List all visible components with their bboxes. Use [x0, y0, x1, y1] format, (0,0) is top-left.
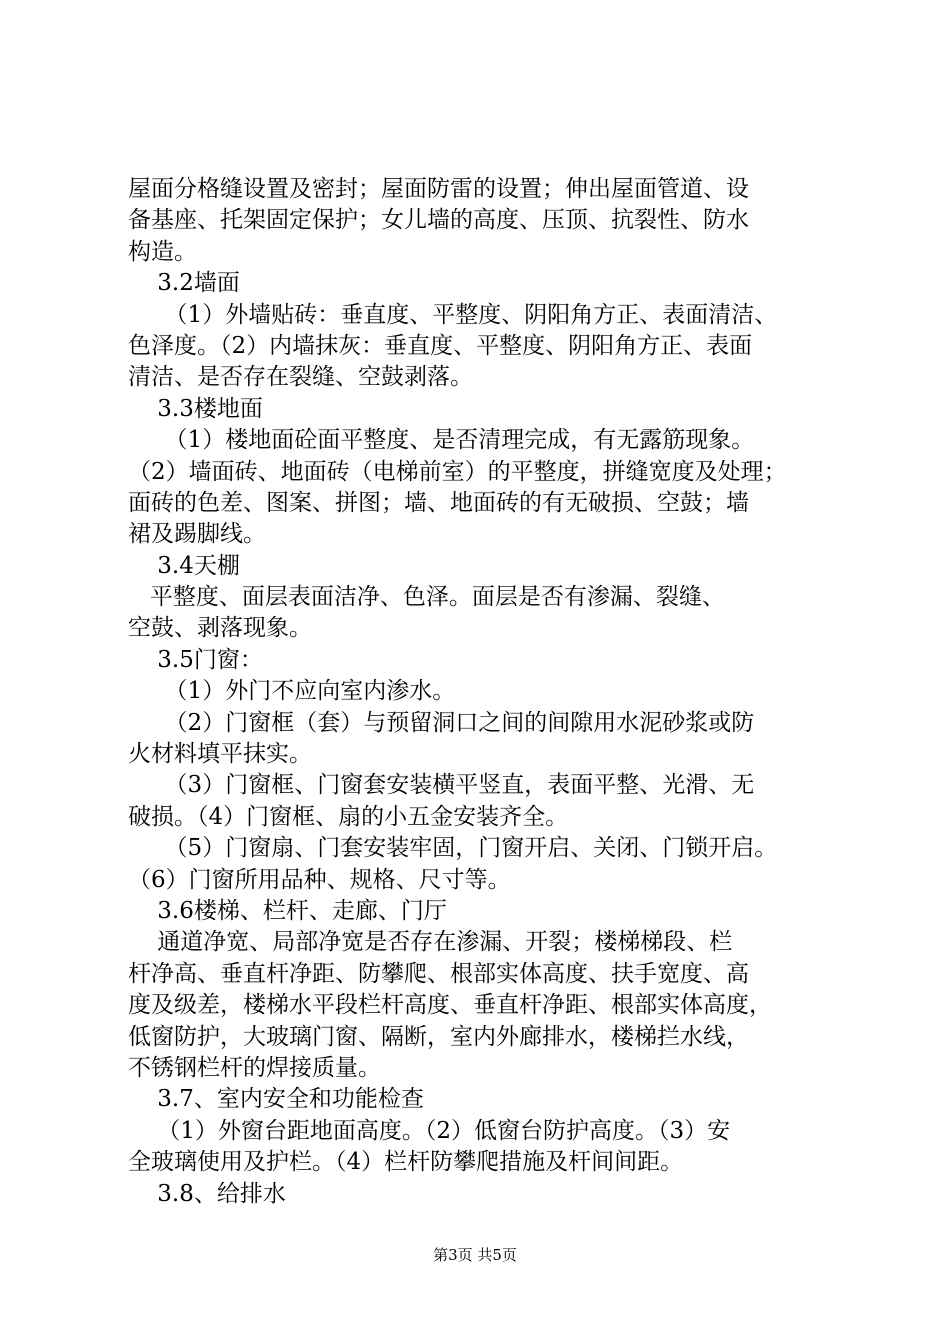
- text-line: 杆净高、垂直杆净距、防攀爬、根部实体高度、扶手宽度、高: [128, 960, 749, 987]
- body-text: [128, 174, 843, 1210]
- text-line: 不锈钢栏杆的焊接质量。: [128, 1054, 381, 1081]
- text-line: （5）门窗扇、门套安装牢固，门窗开启、关闭、门锁开启。: [128, 835, 778, 862]
- section-heading: 3.4天棚: [128, 552, 240, 579]
- text-line: 空鼓、剥落现象。: [128, 615, 312, 642]
- text-line: 火材料填平抹实。: [128, 741, 312, 768]
- text-line: 清洁、是否存在裂缝、空鼓剥落。: [128, 364, 473, 391]
- text-line: （1）外门不应向室内渗水。: [128, 678, 456, 705]
- text-line: 度及级差，楼梯水平段栏杆高度、垂直杆净距、根部实体高度，: [128, 992, 772, 1019]
- text-line: （1）楼地面砼面平整度、是否清理完成，有无露筋现象。: [128, 427, 755, 454]
- text-line: 全玻璃使用及护栏。（4）栏杆防攀爬措施及杆间间距。: [128, 1149, 684, 1176]
- text-line: 备基座、托架固定保护；女儿墙的高度、压顶、抗裂性、防水: [128, 207, 749, 234]
- text-line: 通道净宽、局部净宽是否存在渗漏、开裂；楼梯梯段、栏: [128, 929, 733, 956]
- page-footer: 第3页 共5页: [433, 1246, 517, 1264]
- text-line: 破损。（4）门窗框、扇的小五金安装齐全。: [128, 803, 569, 830]
- text-line: （3）门窗框、门窗套安装横平竖直，表面平整、光滑、无: [128, 772, 755, 799]
- text-line: 色泽度。（2）内墙抹灰：垂直度、平整度、阴阳角方正、表面: [128, 332, 753, 359]
- section-heading: 3.8、给排水: [128, 1180, 286, 1207]
- text-line: 平整度、面层表面洁净、色泽。面层是否有渗漏、裂缝、: [128, 584, 725, 611]
- text-line: 裙及踢脚线。: [128, 521, 266, 548]
- section-heading: 3.6楼梯、栏杆、走廊、门厅: [128, 897, 447, 924]
- text-line: （2）墙面砖、地面砖（电梯前室）的平整度，拼缝宽度及处理；: [128, 458, 787, 485]
- text-line: 屋面分格缝设置及密封；屋面防雷的设置；伸出屋面管道、设: [128, 176, 749, 202]
- section-heading: 3.7、室内安全和功能检查: [128, 1086, 424, 1113]
- text-line: （1）外墙贴砖：垂直度、平整度、阴阳角方正、表面清洁、: [128, 301, 778, 328]
- text-line: 面砖的色差、图案、拼图；墙、地面砖的有无破损、空鼓；墙: [128, 489, 749, 516]
- section-heading: 3.2墙面: [128, 270, 240, 297]
- section-heading: 3.3楼地面: [128, 395, 263, 422]
- text-line: （1）外窗台距地面高度。（2）低窗台防护高度。（3）安: [128, 1117, 731, 1144]
- text-line: （2）门窗框（套）与预留洞口之间的间隙用水泥砂浆或防: [128, 709, 755, 736]
- text-line: 低窗防护，大玻璃门窗、隔断，室内外廊排水，楼梯拦水线，: [128, 1023, 749, 1050]
- text-line: 构造。: [128, 238, 197, 265]
- text-line: （6）门窗所用品种、规格、尺寸等。: [128, 866, 511, 893]
- section-heading: 3.5门窗：: [128, 646, 263, 673]
